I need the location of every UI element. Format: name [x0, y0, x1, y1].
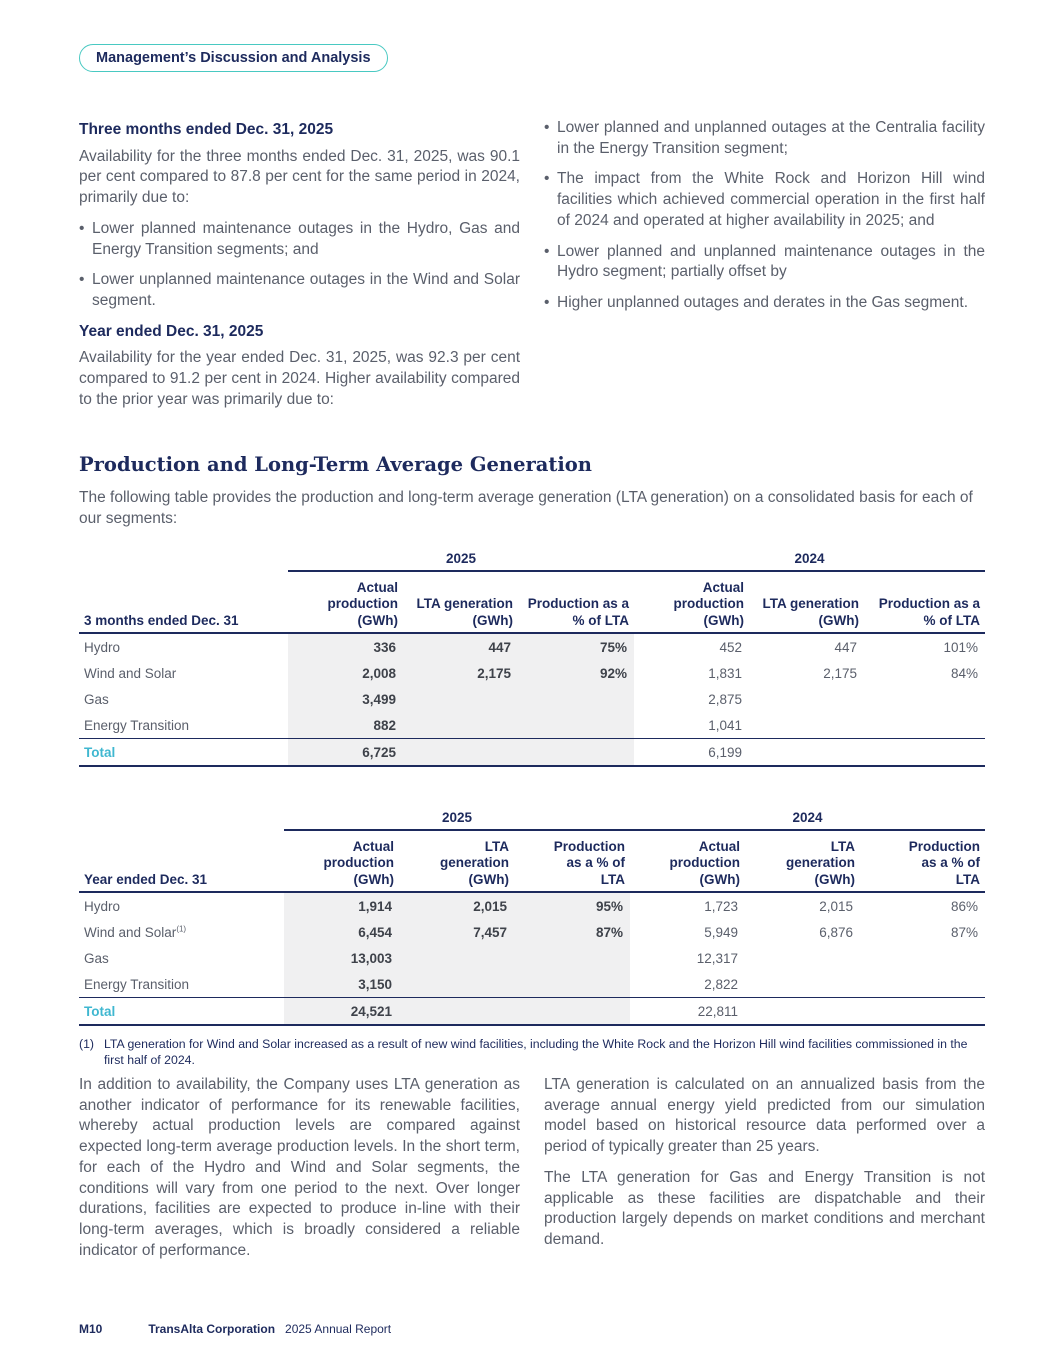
column-header [860, 830, 985, 892]
blank-header [79, 804, 284, 830]
year-2024-header: 2024 [634, 545, 985, 571]
cell: 87% [514, 919, 630, 945]
cell: 6,876 [819, 924, 854, 940]
cell: 7,457 [399, 919, 514, 945]
cell [860, 998, 985, 1026]
table-footnote [79, 1036, 985, 1068]
cell [745, 971, 860, 998]
cell [514, 971, 630, 998]
cell: 1,041 [708, 717, 743, 733]
column-header: Actual production (GWh) [288, 571, 403, 633]
cell [749, 739, 864, 767]
column-header-text: LTA generation (GWh) [439, 838, 509, 887]
year-header-row [79, 804, 985, 830]
cell: 92% [518, 660, 634, 686]
cell [399, 971, 514, 998]
cell [403, 712, 518, 739]
cell: 6,725 [288, 739, 403, 767]
bullet-item: • Lower unplanned maintenance outages in the Wind and Solar segment. [79, 270, 520, 311]
cell: 336 [288, 633, 403, 660]
cell: 2,875 [708, 691, 743, 707]
period-header: Year ended Dec. 31 [79, 830, 284, 892]
table-row [79, 892, 985, 919]
cell: 12,317 [696, 950, 739, 966]
availability-left-column [79, 118, 520, 420]
footnote-number: (1) [79, 1037, 95, 1051]
cell: 452 [719, 639, 743, 655]
column-header: Production as a % of LTA [518, 571, 634, 633]
cell [864, 686, 985, 712]
blank-header [79, 545, 288, 571]
lta-paragraph: The LTA generation for Gas and Energy Transition is not applicable as these facilities are dispatchable and their production largely depends on market conditions and merchant demand. [544, 1168, 985, 1248]
bullet-item: • Higher unplanned outages and derates in the Gas segment. [544, 293, 985, 314]
row-label: Energy Transition [84, 976, 190, 992]
cell: 2,008 [288, 660, 403, 686]
cell [518, 739, 634, 767]
cell: 101% [943, 639, 979, 655]
year-bullets [544, 118, 985, 314]
lta-paragraph: LTA generation is calculated on an annualized basis from the average annual energy yield predicted from our simulation model based on historical resource data performed over a period of typically greater than 25 years. [544, 1076, 985, 1156]
cell [745, 945, 860, 971]
cell: 75% [518, 633, 634, 660]
table-row [79, 945, 985, 971]
cell: 1,914 [284, 892, 399, 919]
cell: 1,723 [704, 898, 739, 914]
cell [514, 945, 630, 971]
column-header: Production as a % of LTA [864, 571, 985, 633]
cell: 2,015 [399, 892, 514, 919]
production-intro: The following table provides the production and long-term average generation (LTA generation) on a consolidated basis for each of our segments: [79, 489, 973, 527]
column-header [745, 830, 860, 892]
cell: 87% [951, 924, 979, 940]
column-header-row [79, 830, 985, 892]
cell: 86% [951, 898, 979, 914]
bullet-item: • Lower planned maintenance outages in the Hydro, Gas and Energy Transition segments; and [79, 219, 520, 260]
cell [749, 712, 864, 739]
lta-left-column [79, 1075, 520, 1271]
row-label: Wind and Solar [84, 665, 177, 681]
period-header: 3 months ended Dec. 31 [79, 571, 288, 633]
cell [864, 712, 985, 739]
page-footer [79, 1322, 391, 1336]
cell: 22,811 [630, 998, 745, 1026]
lta-paragraph: In addition to availability, the Company uses LTA generation as another indicator of performance for its renewable facilities, whereby actual production levels are compared against expected long-term average production levels. In the short term, for each of the Hydro and Wind and Solar segments, the conditions will vary from one period to the next. Over longer durations, facilities are expected to produce in-line with their long-term averages, which is broadly considered a reliable indicator of performance. [79, 1076, 520, 1259]
column-header: Actual production (GWh) [634, 571, 749, 633]
cell [403, 739, 518, 767]
cell: 2,175 [403, 660, 518, 686]
cell: 3,150 [284, 971, 399, 998]
cell [399, 945, 514, 971]
production-section-title: Production and Long-Term Average Generation [79, 453, 592, 476]
year-heading: Year ended Dec. 31, 2025 [79, 322, 264, 340]
column-header [514, 830, 630, 892]
table-row [79, 712, 985, 739]
row-label: Hydro [84, 898, 121, 914]
table-row [79, 919, 985, 945]
cell [745, 998, 860, 1026]
row-label: Hydro [84, 639, 121, 655]
cell [403, 686, 518, 712]
three-months-bullets [79, 219, 520, 312]
cell: 95% [514, 892, 630, 919]
cell: 13,003 [284, 945, 399, 971]
total-row [79, 739, 985, 767]
cell [514, 998, 630, 1026]
cell: 5,949 [704, 924, 739, 940]
column-header-text: Production as a % of LTA [553, 838, 626, 887]
cell [860, 971, 985, 998]
cell: 24,521 [284, 998, 399, 1026]
cell [749, 686, 864, 712]
year-2025-header: 2025 [288, 545, 634, 571]
cell [518, 712, 634, 739]
column-header-text: Production as a % of LTA [908, 838, 981, 887]
row-label: Gas [84, 691, 109, 707]
row-label-text: Wind and Solar [84, 924, 177, 940]
cell [860, 945, 985, 971]
total-row [79, 998, 985, 1026]
cell [518, 686, 634, 712]
year-text: Availability for the year ended Dec. 31, 2025, was 92.3 per cent compared to 91.2 per cent in 2024. Higher availability compared to the prior year was primarily due to: [79, 349, 520, 408]
row-label [79, 919, 284, 945]
three-months-text: Availability for the three months ended Dec. 31, 2025, was 90.1 per cent compared to 87.8 per cent for the same period in 2024, primarily due to: [79, 147, 520, 207]
bullet-item: • Lower planned and unplanned maintenance outages in the Hydro segment; partially offset by [544, 242, 985, 283]
cell [399, 998, 514, 1026]
lta-right-column [544, 1075, 985, 1261]
column-header-text: LTA generation (GWh) [786, 838, 856, 887]
cell: 6,199 [634, 739, 749, 767]
table-row [79, 971, 985, 998]
section-label-pill: Management’s Discussion and Analysis [79, 44, 388, 72]
availability-right-column [544, 118, 985, 324]
cell: 447 [834, 639, 858, 655]
row-label: Total [79, 998, 284, 1026]
cell: 2,822 [704, 976, 739, 992]
year-production-table [79, 804, 985, 1026]
cell: 882 [288, 712, 403, 739]
column-header: Actual production (GWh) [284, 830, 399, 892]
table-row [79, 686, 985, 712]
column-header-row [79, 571, 985, 633]
column-header [399, 830, 514, 892]
column-header: Actual production (GWh) [630, 830, 745, 892]
report-name: 2025 Annual Report [285, 1322, 392, 1336]
three-months-heading: Three months ended Dec. 31, 2025 [79, 121, 334, 138]
footnote-text: LTA generation for Wind and Solar increased as a result of new wind facilities, including the White Rock and the Horizon Hill wind facilities commissioned in the first half of 2024. [104, 1037, 968, 1067]
year-2024-header: 2024 [630, 804, 985, 830]
company-name: TransAlta Corporation [148, 1322, 276, 1336]
cell: 2,175 [823, 665, 858, 681]
bullet-item: • Lower planned and unplanned outages at the Centralia facility in the Energy Transition segment; [544, 118, 985, 159]
table-row [79, 633, 985, 660]
quarter-production-table [79, 545, 985, 767]
cell: 1,831 [708, 665, 743, 681]
cell [864, 739, 985, 767]
table-row [79, 660, 985, 686]
cell: 84% [951, 665, 979, 681]
row-label: Total [79, 739, 288, 767]
row-label: Energy Transition [84, 717, 190, 733]
cell: 3,499 [288, 686, 403, 712]
page-number: M10 [79, 1322, 103, 1336]
row-label: Gas [84, 950, 109, 966]
cell: 2,015 [819, 898, 854, 914]
year-header-row [79, 545, 985, 571]
bullet-item: • The impact from the White Rock and Horizon Hill wind facilities which achieved commercial operation in the first half of 2024 and operated at higher availability in 2025; and [544, 169, 985, 231]
column-header: LTA generation (GWh) [749, 571, 864, 633]
cell: 447 [403, 633, 518, 660]
footnote-marker: (1) [176, 924, 187, 933]
cell: 6,454 [284, 919, 399, 945]
year-2025-header: 2025 [284, 804, 630, 830]
column-header: LTA generation (GWh) [403, 571, 518, 633]
